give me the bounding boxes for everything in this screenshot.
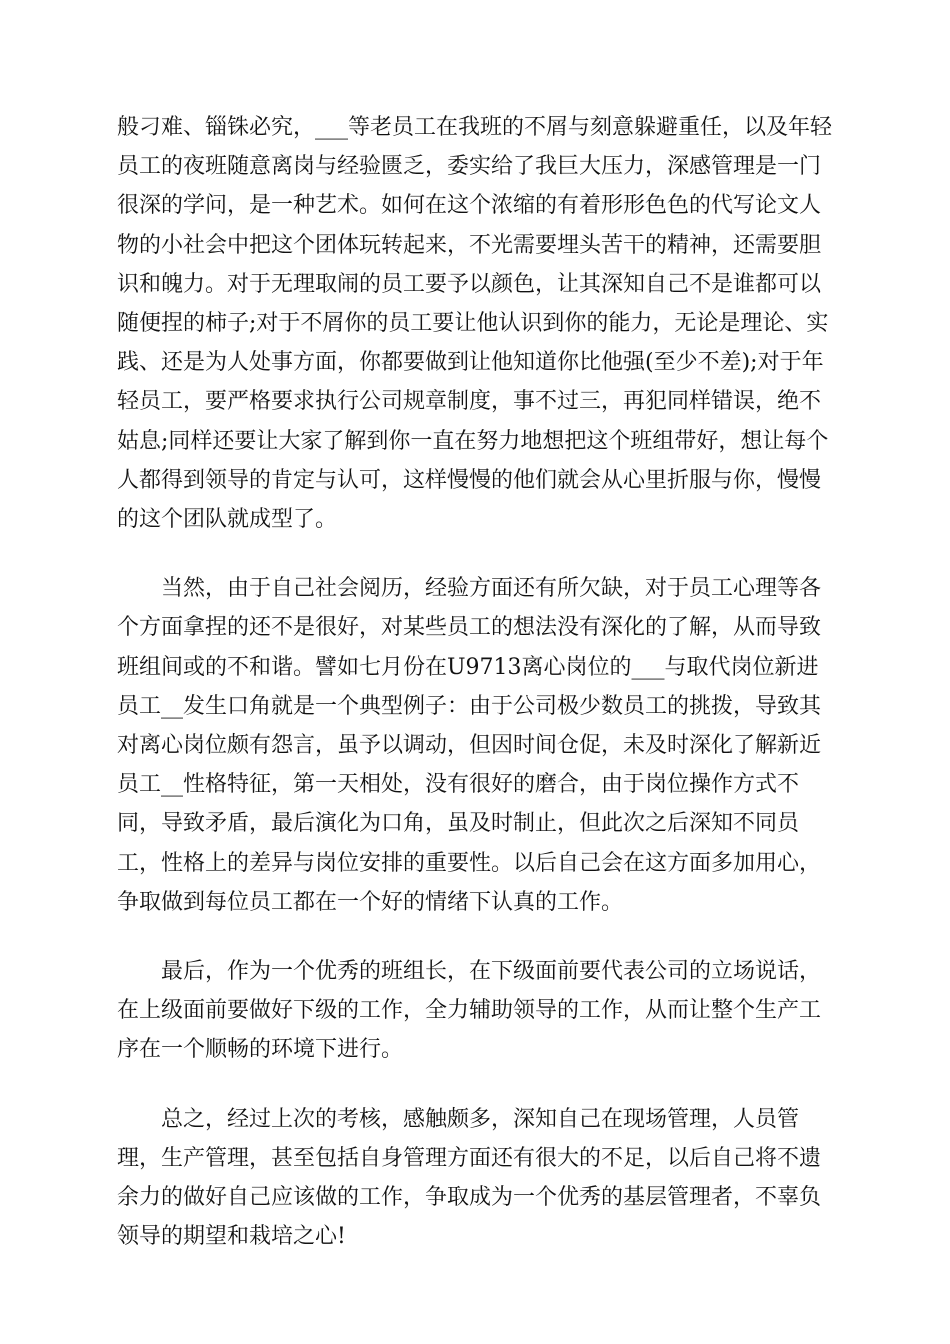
paragraph-2: 当然，由于自己社会阅历，经验方面还有所欠缺，对于员工心理等各个方面拿捏的还不是很好，对某些员工的想法没有深化的了解，从而导致班组间或的不和谐。譬如七月份在U9713离心岗位的___与取代岗位新进员工__发生口角就是一个典型例子：由于公司极少数员工的挑拨，导致其对离心岗位颇有怨言，虽予以调动，但因时间仓促，未及时深化了解新近员工__性格特征，第一天相处，没有很好的磨合，由于岗位操作方式不同，导致矛盾，最后演化为口角，虽及时制止，但此次之后深知不同员工，性格上的差异与岗位安排的重要性。以后自己会在这方面多加用心，争取做到每位员工都在一个好的情绪下认真的工作。: [117, 576, 822, 915]
paragraph-1: 般刁难、锱铢必究，___等老员工在我班的不屑与刻意躲避重任，以及年轻员工的夜班随意离岗与经验匮乏，委实给了我巨大压力，深感管理是一门很深的学问，是一种艺术。如何在这个浓缩的有着形形色色的代写论文人物的小社会中把这个团体玩转起来，不光需要埋头苦干的精神，还需要胆识和魄力。对于无理取闹的员工要予以颜色，让其深知自己不是谁都可以随便捏的柿子;对于不屑你的员工要让他认识到你的能力，无论是理论、实践、还是为人处事方面，你都要做到让他知道你比他强(至少不差);对于年轻员工，要严格要求执行公司规章制度，事不过三，再犯同样错误，绝不姑息;同样还要让大家了解到你一直在努力地想把这个班组带好，想让每个人都得到领导的肯定与认可，这样慢慢的他们就会从心里折服与你，慢慢的这个团队就成型了。: [117, 115, 833, 533]
paragraph-3: 最后，作为一个优秀的班组长，在下级面前要代表公司的立场说话，在上级面前要做好下级的工作，全力辅助领导的工作，从而让整个生产工序在一个顺畅的环境下进行。: [117, 959, 822, 1063]
paragraph-4: 总之，经过上次的考核，感触颇多，深知自己在现场管理，人员管理，生产管理，甚至包括自身管理方面还有很大的不足，以后自己将不遗余力的做好自己应该做的工作，争取成为一个优秀的基层管理者，不辜负领导的期望和栽培之心!: [117, 1106, 822, 1250]
document-body: [117, 108, 835, 1256]
paragraph-gap: [117, 539, 835, 569]
paragraph-gap: [117, 1070, 835, 1100]
paragraph-gap: [117, 922, 835, 952]
